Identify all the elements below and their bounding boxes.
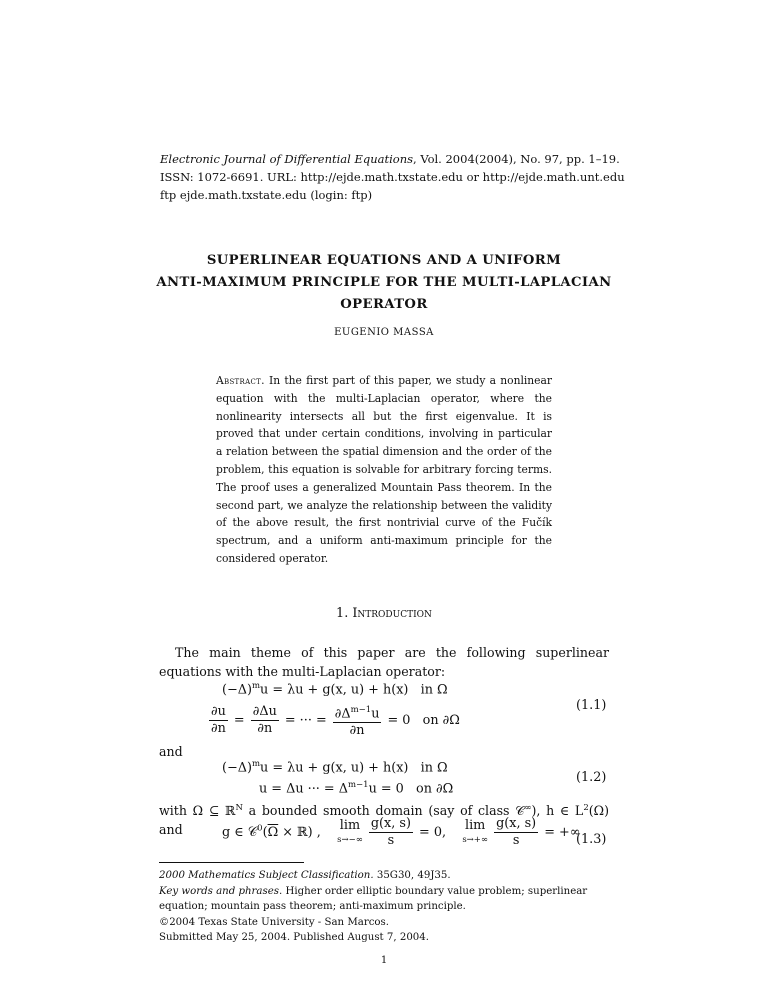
title-line-3: OPERATOR bbox=[340, 297, 428, 312]
eq-1-3: g ∈ $𝒞^0(\overline{\Omega}$ × ℝ) , lim s→−∞ $\frac{g(x, s)}{s}$ = 0, lim s→+∞ $\frac{g(x, s)}{s}$ = +∞ bbox=[222, 816, 581, 848]
footnotes bbox=[159, 868, 611, 946]
paper-title bbox=[100, 250, 668, 316]
section-title: Introduction bbox=[352, 606, 432, 621]
eq-domain-label: in Ω bbox=[420, 760, 448, 776]
page-number: 1 bbox=[380, 955, 388, 966]
author-name: EUGENIO MASSA bbox=[334, 327, 434, 338]
and-text: and bbox=[159, 744, 183, 759]
eq-boundary-label: on ∂Ω bbox=[422, 713, 460, 729]
journal-name: Electronic Journal of Differential Equations bbox=[160, 152, 414, 166]
text-fragment: a bounded smooth domain (say of class 𝒞 bbox=[242, 803, 525, 819]
eq-number-1-1: (1.1) bbox=[576, 698, 607, 713]
domain-paragraph: with Ω ⊆ ℝ$^N$ a bounded smooth domain (say of class 𝒞∞), h ∈ $L^2(\Omega)$ and bbox=[159, 803, 610, 838]
section-heading bbox=[0, 606, 768, 621]
intro-paragraph: The main theme of this paper are the following superlinear equations with the multi-Laplacian operator: bbox=[159, 645, 609, 679]
msc-label: 2000 Mathematics Subject Classification. bbox=[159, 870, 374, 881]
title-line-1: SUPERLINEAR EQUATIONS AND A UNIFORM bbox=[206, 253, 562, 268]
abstract-label: Abstract. bbox=[216, 374, 265, 387]
eq-1-1-line-1: $(-\Delta)^mu = \lambda u + g(x$, u) + h(x) in Ω bbox=[222, 681, 448, 698]
text-fragment: (Ω) and bbox=[159, 803, 610, 838]
footnote-rule bbox=[159, 862, 304, 863]
submission-dates: Submitted May 25, 2004. Published August 7, 2004. bbox=[159, 932, 430, 944]
journal-volume: , Vol. 2004(2004), No. 97, pp. 1–19. bbox=[413, 152, 620, 166]
copyright: ©2004 Texas State University - San Marcos. bbox=[159, 916, 390, 928]
text-fragment: ), h ∈ L bbox=[531, 803, 584, 819]
eq-1-1-line-2: $\frac{\partial u}{\partial n}$ = $\frac{\partial\Delta u}{\partial n}$ = ··· = $\frac{\partial\Delta^{m-1}u}{\partial n}$ = 0 on ∂Ω bbox=[207, 702, 460, 739]
journal-header bbox=[160, 150, 625, 204]
ftp-line: ftp ejde.math.txstate.edu (login: ftp) bbox=[160, 188, 373, 202]
keywords-label: Key words and phrases. bbox=[159, 885, 283, 897]
eq-1-2-line-1: $(-\Delta)^mu = \lambda u + g(x$, u) + h(x) in Ω bbox=[222, 759, 448, 776]
keywords: Higher order elliptic boundary value problem; superlinear equation; mountain pass theorem; anti-maximum principle. bbox=[159, 885, 588, 913]
eq-1-2-line-2: u = Δu ··· = $\Delta^{m-1}u = 0$ on ∂Ω bbox=[259, 780, 454, 797]
eq-domain-label: in Ω bbox=[420, 682, 448, 698]
abstract-text: In the first part of this paper, we study a nonlinear equation with the multi-Laplacian operator, where the nonlinearity intersects all but the first eigenvalue. It is proved that under certain conditions, involving in particular a relation between the spatial dimension and the order of the problem, this equation is solvable for arbitrary forcing terms. The proof uses a generalized Mountain Pass theorem. In the second part, we analyze the relationship between the validity of the above result, the first nontrivial curve of the Fučík spectrum, and a uniform anti-maximum principle for the considered operator. bbox=[216, 374, 552, 565]
abstract bbox=[216, 372, 552, 568]
eq-number-1-3: (1.3) bbox=[576, 832, 607, 847]
eq-number-1-2: (1.2) bbox=[576, 770, 607, 785]
section-number: 1. bbox=[336, 606, 349, 621]
eq-boundary-label: on ∂Ω bbox=[416, 781, 454, 797]
title-line-2: ANTI-MAXIMUM PRINCIPLE FOR THE MULTI-LAPLACIAN bbox=[156, 275, 612, 290]
issn-url-line: ISSN: 1072-6691. URL: http://ejde.math.txstate.edu or http://ejde.math.unt.edu bbox=[160, 170, 625, 184]
msc-codes: 35G30, 49J35. bbox=[373, 870, 451, 881]
text-fragment: with Ω ⊆ ℝ bbox=[159, 803, 236, 819]
